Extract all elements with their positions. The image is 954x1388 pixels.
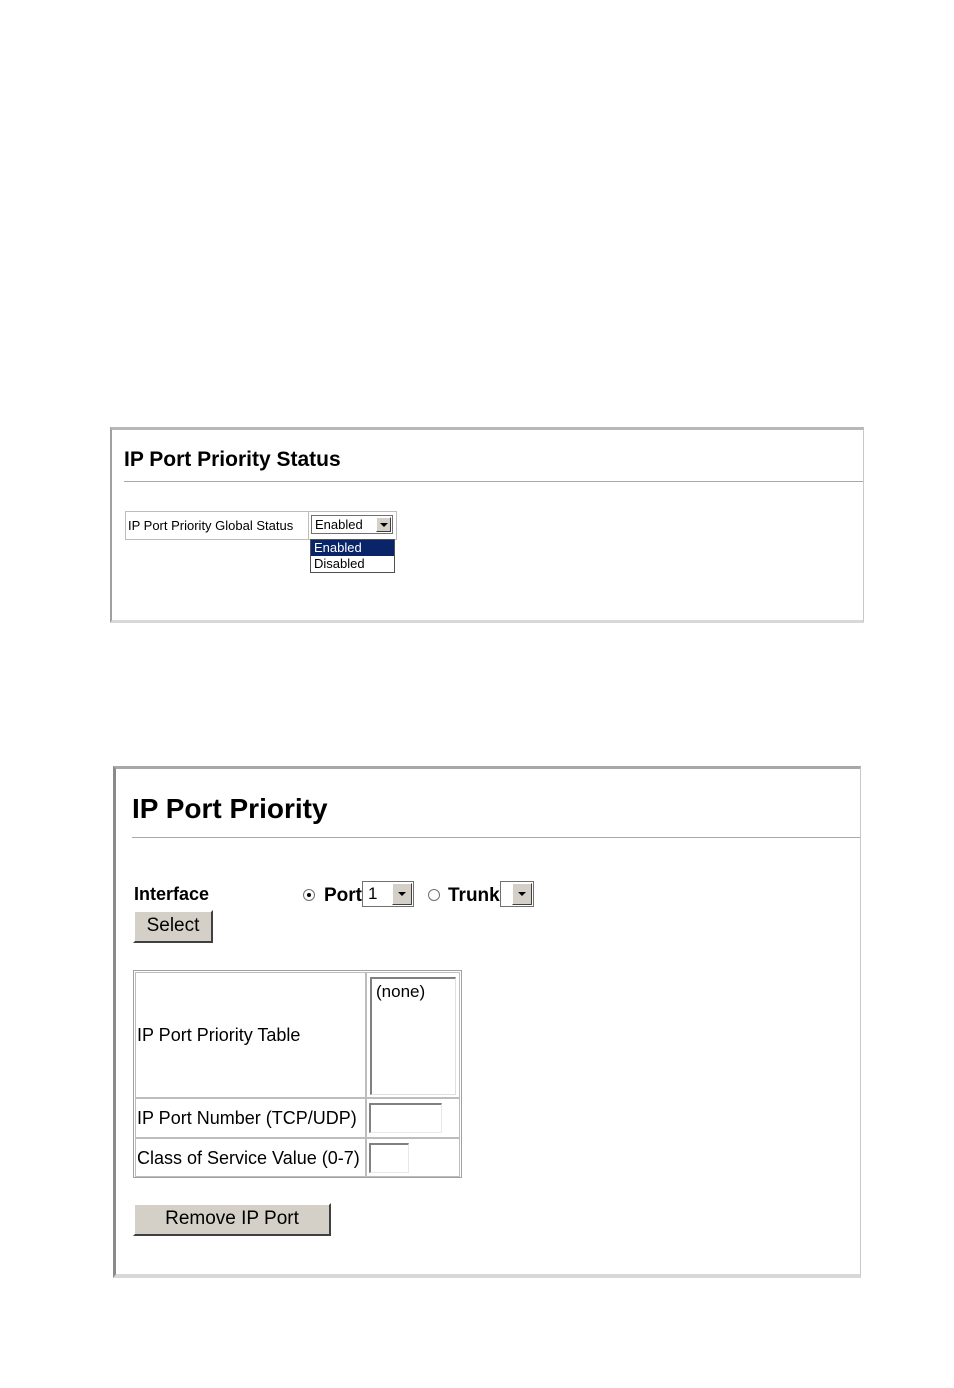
- ip-port-priority-panel: [113, 766, 861, 1278]
- dropdown-option-enabled[interactable]: Enabled: [311, 540, 394, 556]
- global-status-label: IP Port Priority Global Status: [128, 518, 294, 533]
- priority-panel-title: IP Port Priority: [132, 793, 328, 824]
- global-status-dropdown-list[interactable]: [310, 539, 395, 573]
- interface-label: Interface: [134, 884, 210, 904]
- ip-port-priority-listbox[interactable]: [370, 977, 456, 1095]
- global-status-row: [125, 511, 397, 540]
- title-divider: [132, 837, 860, 838]
- port-number-input-cell: [366, 1098, 460, 1138]
- ip-port-number-input[interactable]: [369, 1103, 442, 1133]
- port-select[interactable]: [362, 881, 414, 907]
- global-status-select[interactable]: [311, 515, 393, 534]
- ip-port-priority-status-panel: [110, 427, 864, 623]
- port-radio-label: Port: [324, 885, 362, 906]
- title-divider: [124, 481, 863, 482]
- cos-label-cell: [135, 1138, 366, 1177]
- cos-input-cell: [366, 1138, 460, 1177]
- trunk-select[interactable]: [500, 881, 534, 907]
- remove-ip-port-button[interactable]: Remove IP Port: [133, 1203, 331, 1236]
- table-label-cell: [135, 972, 366, 1098]
- status-panel-title: IP Port Priority Status: [124, 448, 341, 471]
- dropdown-option-disabled[interactable]: Disabled: [314, 556, 365, 571]
- list-item[interactable]: (none): [376, 982, 426, 1001]
- port-select-value: 1: [368, 884, 378, 903]
- chevron-down-icon[interactable]: [376, 517, 391, 532]
- trunk-radio-label: Trunk: [448, 885, 500, 906]
- port-radio[interactable]: [303, 889, 315, 901]
- chevron-down-icon[interactable]: [392, 883, 412, 905]
- chevron-down-icon[interactable]: [512, 883, 532, 905]
- global-status-value: Enabled: [315, 517, 363, 532]
- class-of-service-label: Class of Service Value (0-7): [137, 1148, 360, 1168]
- ip-port-number-label: IP Port Number (TCP/UDP): [137, 1108, 357, 1128]
- trunk-radio[interactable]: [428, 889, 440, 901]
- ip-port-priority-form-table: [133, 970, 462, 1178]
- select-button[interactable]: Select: [133, 910, 213, 943]
- table-list-cell: [366, 972, 460, 1098]
- port-number-label-cell: [135, 1098, 366, 1138]
- ip-port-priority-table-label: IP Port Priority Table: [137, 1025, 301, 1045]
- class-of-service-input[interactable]: [369, 1143, 409, 1173]
- global-status-cell: [308, 512, 397, 539]
